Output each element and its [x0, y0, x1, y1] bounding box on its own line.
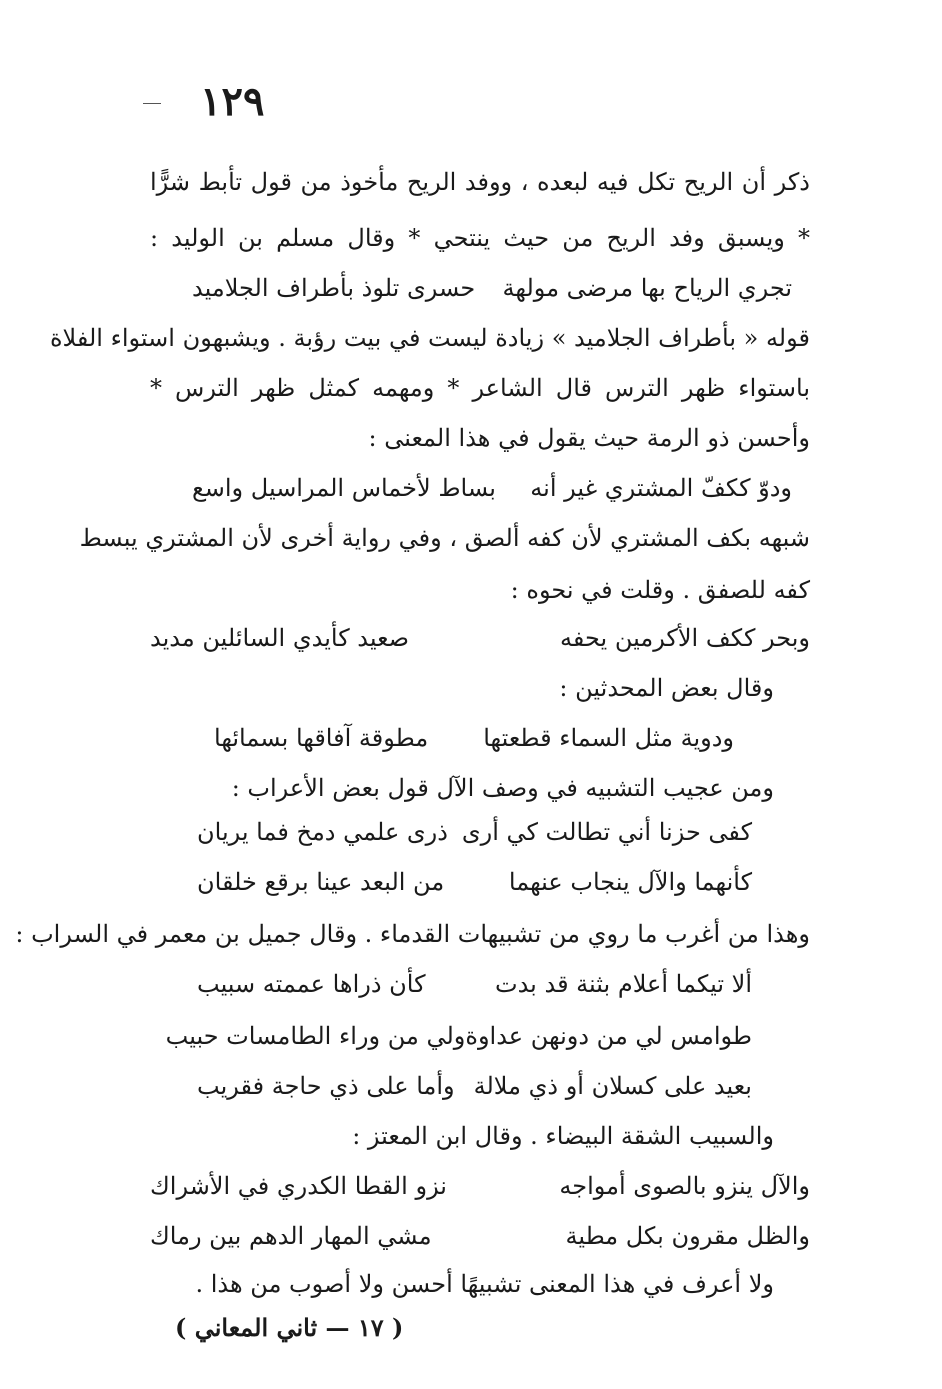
- verse-hemistich-second: بساط لأخماس المراسيل واسع: [192, 474, 496, 502]
- text-line: قوله « بأطراف الجلاميد » زيادة ليست في بيت رؤبة . ويشبهون استواء الفلاة: [49, 324, 810, 352]
- verse-hemistich-first: بعيد على كسلان أو ذي ملالة: [473, 1072, 752, 1100]
- verse-line: [150, 1212, 810, 1260]
- verse-line: [165, 1012, 752, 1060]
- text-line: والسبيب الشقة البيضاء . وقال ابن المعتز :: [352, 1122, 774, 1150]
- text-line: وأحسن ذو الرمة حيث يقول في هذا المعنى :: [368, 424, 810, 452]
- verse-hemistich-first: ودوية مثل السماء قطعتها: [483, 724, 734, 752]
- verse-hemistich-second: ذرى علمي دمخ فما يريان: [197, 818, 448, 846]
- verse-hemistich-second: كأن ذراها عممته سبيب: [197, 970, 426, 998]
- verse-hemistich-first: كفى حزنا أني تطالت كي أرى: [461, 818, 752, 846]
- verse-hemistich-second: نزو القطا الكدري في الأشراك: [150, 1172, 447, 1200]
- verse-line: [150, 614, 810, 662]
- text-line: * ويسبق وفد الريح من حيث ينتحي * وقال مسلم بن الوليد :: [150, 224, 810, 252]
- verse-hemistich-first: والظل مقرون بكل مطية: [565, 1222, 810, 1250]
- text-line: وقال بعض المحدثين :: [559, 674, 774, 702]
- verse-hemistich-first: تجري الرياح بها مرضى مولهة: [502, 274, 792, 302]
- verse-line: [197, 858, 752, 906]
- verse-hemistich-second: حسرى تلوذ بأطراف الجلاميد: [192, 274, 476, 302]
- text-line: باستواء ظهر الترس قال الشاعر * ومهمه كمثل ظهر الترس *: [150, 374, 810, 402]
- verse-line: [192, 264, 792, 312]
- text-line: كفه للصفق . وقلت في نحوه :: [510, 576, 810, 604]
- text-line: وهذا من أغرب ما روي من تشبيهات القدماء . وقال جميل بن معمر في السراب :: [15, 920, 810, 948]
- verse-line: [197, 808, 752, 856]
- page-number: ١٢٩: [200, 78, 265, 125]
- signature-mark: ( ١٧ — ثاني المعاني ): [175, 1313, 404, 1342]
- verse-hemistich-first: ودوّ ككفّ المشتري غير أنه: [530, 474, 792, 502]
- verse-hemistich-first: ألا تيكما أعلام بثنة قد بدت: [494, 970, 752, 998]
- verse-line: [192, 464, 792, 512]
- verse-hemistich-second: من البعد عينا برقع خلقان: [197, 868, 445, 896]
- verse-hemistich-second: ولي من وراء الطامسات حبيب: [165, 1022, 466, 1050]
- verse-line: [197, 1062, 752, 1110]
- verse-line: [150, 1162, 810, 1210]
- verse-hemistich-first: طوامس لي من دونهن عداوة: [465, 1022, 752, 1050]
- text-line: شبهه بكف المشتري لأن كفه ألصق ، وفي رواية أخرى لأن المشتري يبسط: [79, 524, 810, 552]
- text-line: ومن عجيب التشبيه في وصف الآل قول بعض الأعراب :: [231, 774, 774, 802]
- verse-hemistich-second: وأما على ذي حاجة فقريب: [197, 1072, 455, 1100]
- verse-hemistich-first: وبحر ككف الأكرمين يحفه: [560, 624, 810, 652]
- verse-line: [197, 960, 752, 1008]
- verse-hemistich-second: صعيد كأيدي السائلين مديد: [150, 624, 410, 652]
- header-dash: [143, 103, 161, 104]
- verse-hemistich-first: كأنهما والآل ينجاب عنهما: [508, 868, 752, 896]
- verse-line: [214, 714, 734, 762]
- text-line: ولا أعرف في هذا المعنى تشبيهًا أحسن ولا أصوب من هذا .: [195, 1270, 774, 1298]
- verse-hemistich-first: والآل ينزو بالصوى أمواجه: [559, 1172, 810, 1200]
- verse-hemistich-second: مشي المهار الدهم بين رماك: [150, 1222, 432, 1250]
- verse-hemistich-second: مطوقة آفاقها بسمائها: [214, 724, 429, 752]
- text-line: ذكر أن الريح تكل فيه لبعده ، ووفد الريح مأخوذ من قول تأبط شرًّا: [150, 168, 810, 196]
